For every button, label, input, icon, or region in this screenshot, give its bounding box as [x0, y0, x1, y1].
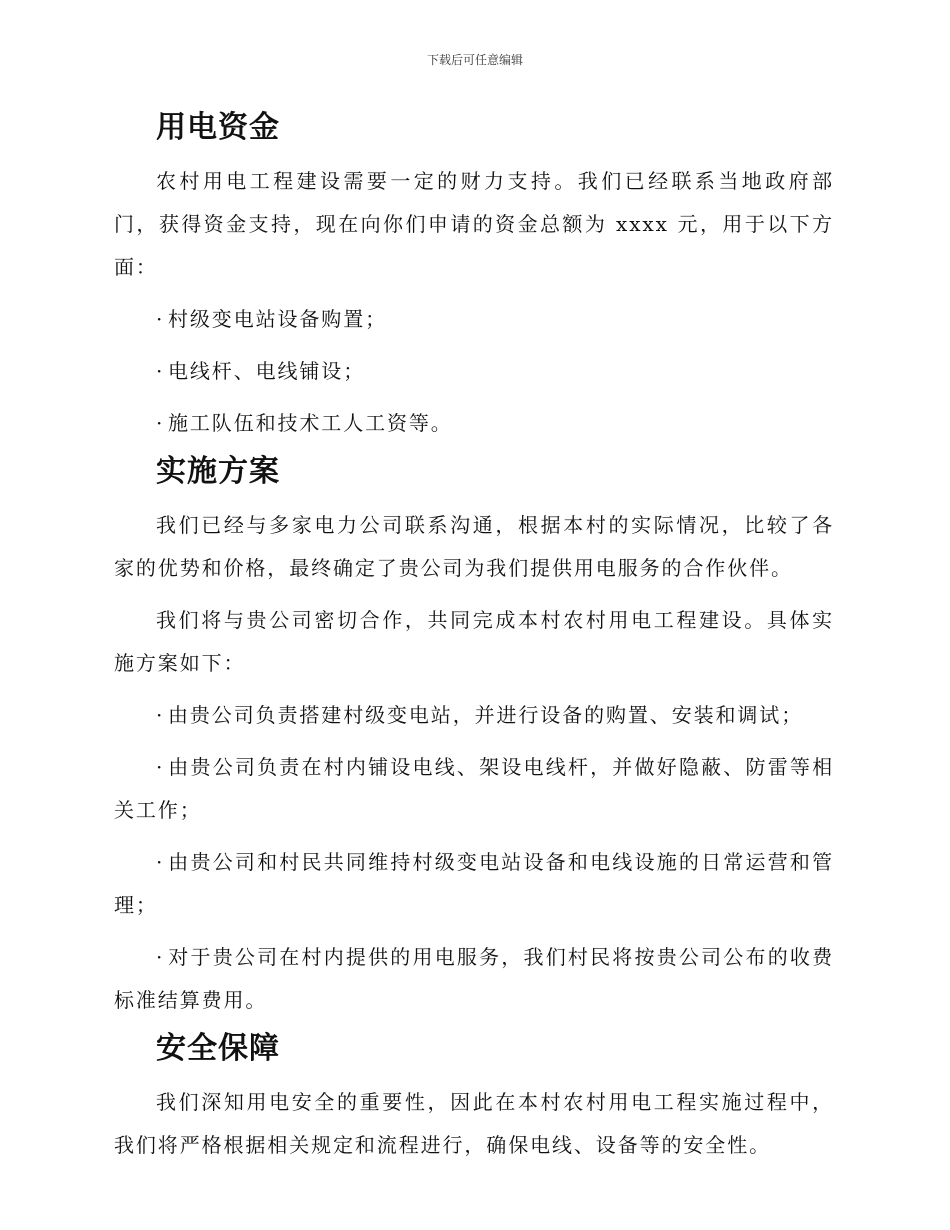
plan-bullet-text: 对于贵公司在村内提供的用电服务，我们村民将按贵公司公布的收费标准结算费用。 [114, 945, 834, 1012]
funding-bullet-item [114, 298, 834, 341]
plan-bullet-item [114, 936, 834, 1022]
section-title-funding: 用电资金 [156, 110, 280, 145]
plan-bullet-text: 由贵公司负责搭建村级变电站，并进行设备的购置、安装和调试； [168, 703, 804, 727]
funding-bullet-item [114, 402, 834, 445]
bullet-dot-icon: · [156, 945, 165, 969]
document-body [114, 110, 834, 1176]
plan-bullet-item [114, 694, 834, 737]
section-title-plan: 实施方案 [156, 454, 280, 489]
bullet-dot-icon: · [156, 850, 165, 874]
plan-paragraph: 我们已经与多家电力公司联系沟通，根据本村的实际情况，比较了各家的优势和价格，最终确定了贵公司为我们提供用电服务的合作伙伴。 [114, 513, 834, 580]
bullet-dot-icon: · [156, 755, 165, 779]
bullet-dot-icon: · [156, 411, 165, 435]
funding-bullet-text: 电线杆、电线铺设； [168, 359, 366, 383]
page-header-note: 下载后可任意编辑 [426, 53, 523, 67]
bullet-dot-icon: · [156, 359, 165, 383]
bullet-dot-icon: · [156, 307, 165, 331]
bullet-dot-icon: · [156, 703, 165, 727]
plan-bullet-item [114, 746, 834, 832]
funding-paragraph: 农村用电工程建设需要一定的财力支持。我们已经联系当地政府部门，获得资金支持，现在向你们申请的资金总额为 xxxx 元，用于以下方面： [114, 169, 834, 279]
funding-bullet-text: 施工队伍和技术工人工资等。 [168, 411, 453, 435]
funding-bullet-item [114, 350, 834, 393]
plan-paragraph: 我们将与贵公司密切合作，共同完成本村农村用电工程建设。具体实施方案如下： [114, 608, 834, 675]
plan-bullet-text: 由贵公司和村民共同维持村级变电站设备和电线设施的日常运营和管理； [114, 850, 834, 917]
safety-paragraph: 我们深知用电安全的重要性，因此在本村农村用电工程实施过程中，我们将严格根据相关规定和流程进行，确保电线、设备等的安全性。 [114, 1090, 834, 1157]
section-title-safety: 安全保障 [156, 1031, 280, 1066]
plan-bullet-text: 由贵公司负责在村内铺设电线、架设电线杆，并做好隐蔽、防雷等相关工作； [114, 755, 834, 822]
funding-bullet-text: 村级变电站设备购置； [168, 307, 387, 331]
plan-bullet-item [114, 841, 834, 927]
